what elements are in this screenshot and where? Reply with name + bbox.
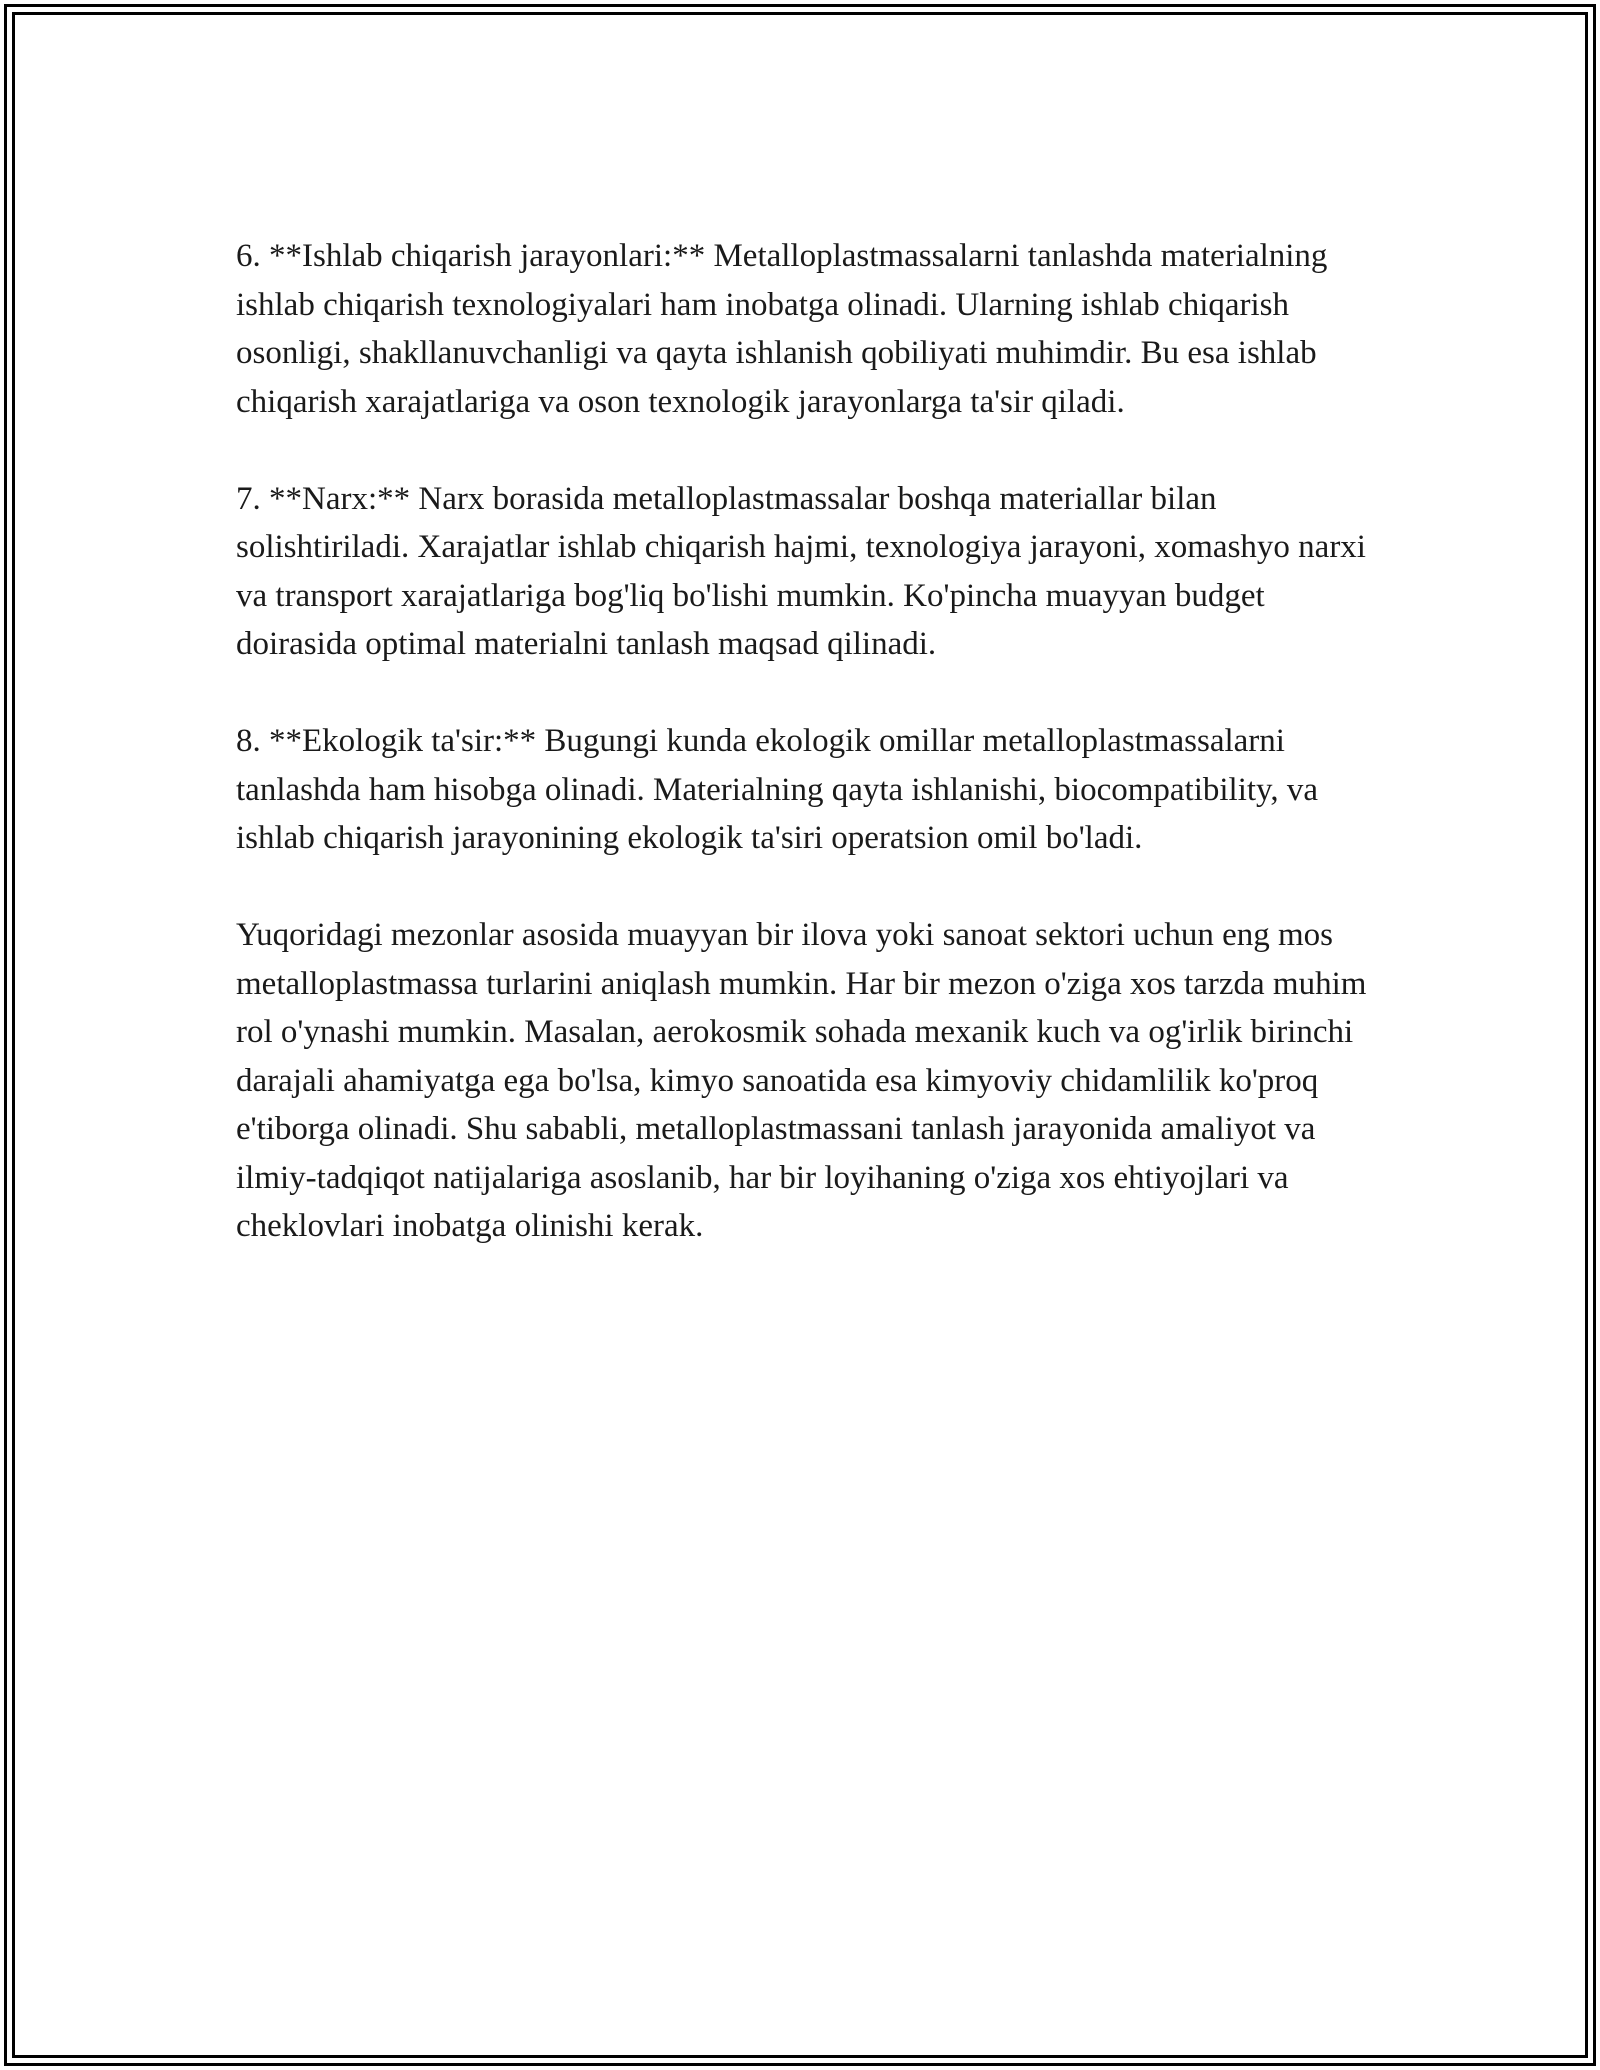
document-body	[236, 232, 1376, 1299]
paragraph-conclusion: Yuqoridagi mezonlar asosida muayyan bir ilova yoki sanoat sektori uchun eng mos metalloplastmassa turlarini aniqlash mumkin. Har bir mezon o'ziga xos tarzda muhim rol o'ynashi mumkin. Masalan, aerokosmik sohada mexanik kuch va og'irlik birinchi darajali ahamiyatga ega bo'lsa, kimyo sanoatida esa kimyoviy chidamlilik ko'proq e'tiborga olinadi. Shu sababli, metalloplastmassani tanlash jarayonida amaliyot va ilmiy-tadqiqot natijalariga asoslanib, har bir loyihaning o'ziga xos ehtiyojlari va cheklovlari inobatga olinishi kerak.	[236, 917, 1367, 1244]
paragraph-manufacturing-processes: 6. **Ishlab chiqarish jarayonlari:** Metalloplastmassalarni tanlashda materialning ishlab chiqarish texnologiyalari ham inobatga olinadi. Ularning ishlab chiqarish osonligi, shakllanuvchanligi va qayta ishlanish qobiliyati muhimdir. Bu esa ishlab chiqarish xarajatlariga va oson texnologik jarayonlarga ta'sir qiladi.	[236, 238, 1328, 420]
paragraph-price: 7. **Narx:** Narx borasida metalloplastmassalar boshqa materiallar bilan solishtiriladi. Xarajatlar ishlab chiqarish hajmi, texnologiya jarayoni, xomashyo narxi va transport xarajatlariga bog'liq bo'lishi mumkin. Ko'pincha muayyan budget doirasida optimal materialni tanlash maqsad qilinadi.	[236, 480, 1366, 662]
paragraph-ecological-impact: 8. **Ekologik ta'sir:** Bugungi kunda ekologik omillar metalloplastmassalarni tanlashda ham hisobga olinadi. Materialning qayta ishlanishi, biocompatibility, va ishlab chiqarish jarayonining ekologik ta'siri operatsion omil bo'ladi.	[236, 723, 1319, 856]
